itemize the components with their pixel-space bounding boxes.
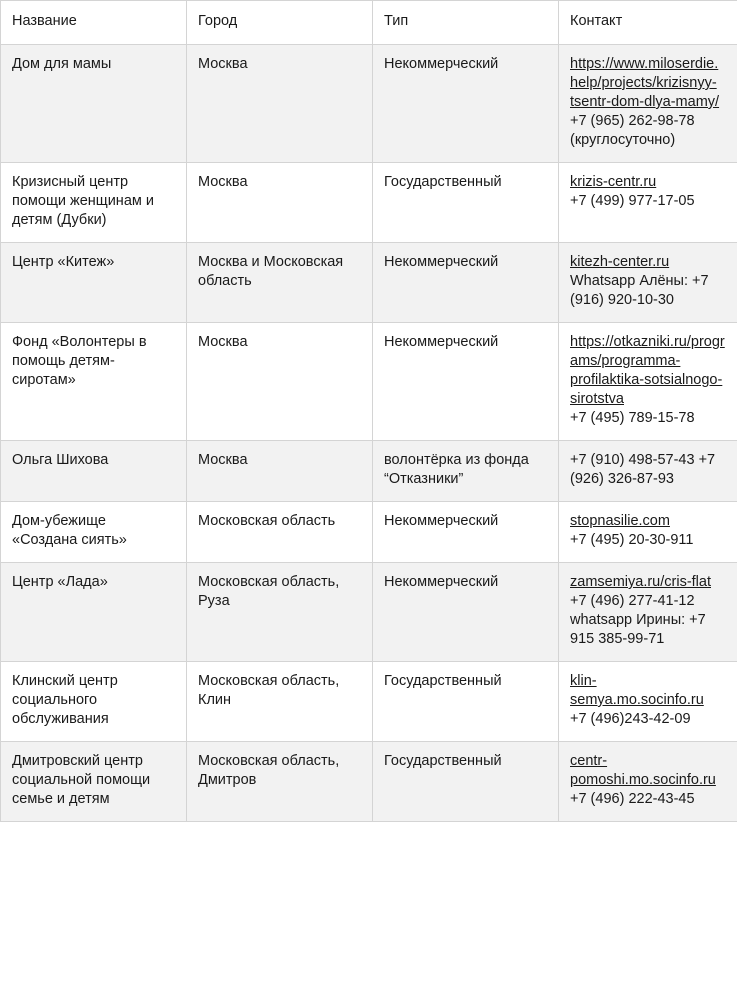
cell-name — [1, 563, 187, 662]
cell-contact — [559, 243, 737, 323]
cell-city-text: Москва и Московская область — [198, 254, 344, 289]
cell-city — [187, 441, 373, 502]
contact-link[interactable]: centr-pomoshi.mo.socinfo.ru — [570, 753, 716, 788]
cell-type — [373, 163, 559, 243]
cell-city — [187, 323, 373, 441]
cell-name — [1, 441, 187, 502]
column-header-name: Название — [1, 1, 187, 45]
cell-type-text: Государственный — [384, 753, 502, 769]
cell-name — [1, 742, 187, 822]
table-row — [1, 563, 737, 662]
cell-name — [1, 323, 187, 441]
cell-name-text: Центр «Китеж» — [12, 254, 115, 270]
cell-city — [187, 45, 373, 163]
table-row — [1, 662, 737, 742]
cell-name — [1, 502, 187, 563]
contact-link[interactable]: kitezh-center.ru — [570, 254, 670, 270]
cell-type — [373, 323, 559, 441]
contact-text: +7 (496) 222-43-45 — [570, 791, 695, 807]
cell-type — [373, 243, 559, 323]
cell-type-text: Некоммерческий — [384, 254, 499, 270]
cell-city-text: Московская область — [198, 513, 336, 529]
cell-type-text: Некоммерческий — [384, 574, 499, 590]
table-row — [1, 502, 737, 563]
cell-name-text: Кризисный центр помощи женщинам и детям (Дубки) — [12, 174, 154, 228]
cell-name-text: Фонд «Волонтеры в помощь детям-сиротам» — [12, 334, 147, 388]
cell-name-text: Центр «Лада» — [12, 574, 108, 590]
cell-type — [373, 45, 559, 163]
column-header-contact: Контакт — [559, 1, 737, 45]
cell-city — [187, 163, 373, 243]
cell-city — [187, 243, 373, 323]
cell-type-text: Некоммерческий — [384, 56, 499, 72]
table-row — [1, 45, 737, 163]
cell-name-text: Дом для мамы — [12, 56, 112, 72]
cell-city-text: Московская область, Клин — [198, 673, 340, 708]
cell-contact — [559, 502, 737, 563]
table-row — [1, 742, 737, 822]
cell-name-text: Ольга Шихова — [12, 452, 109, 468]
table-row — [1, 323, 737, 441]
cell-name — [1, 243, 187, 323]
cell-name-text: Дом-убежище «Создана сиять» — [12, 513, 127, 548]
cell-city-text: Москва — [198, 334, 248, 350]
contact-text: +7 (499) 977-17-05 — [570, 193, 695, 209]
cell-name-text: Клинский центр социального обслуживания — [12, 673, 118, 727]
cell-city-text: Москва — [198, 174, 248, 190]
cell-contact — [559, 163, 737, 243]
contact-link[interactable]: https://www.miloserdie.help/projects/krizisnyy-tsentr-dom-dlya-mamy/ — [570, 56, 720, 110]
cell-city-text: Москва — [198, 452, 248, 468]
cell-type-text: Некоммерческий — [384, 513, 499, 529]
cell-city — [187, 502, 373, 563]
cell-type-text: Некоммерческий — [384, 334, 499, 350]
cell-contact — [559, 742, 737, 822]
cell-contact — [559, 441, 737, 502]
contact-text: +7 (495) 20-30-911 — [570, 532, 694, 548]
column-header-city: Город — [187, 1, 373, 45]
table-row — [1, 441, 737, 502]
contact-link[interactable]: krizis-centr.ru — [570, 174, 657, 190]
table-body — [1, 45, 737, 822]
cell-city — [187, 662, 373, 742]
cell-type-text: волонтёрка из фонда “Отказники” — [384, 452, 529, 487]
cell-contact — [559, 323, 737, 441]
contact-text: +7 (965) 262-98-78 (круглосуточно) — [570, 113, 695, 148]
cell-contact — [559, 662, 737, 742]
cell-name-text: Дмитровский центр социальной помощи семье и детям — [12, 753, 151, 807]
contact-link[interactable]: stopnasilie.com — [570, 513, 670, 529]
cell-type — [373, 742, 559, 822]
cell-contact — [559, 563, 737, 662]
cell-name — [1, 163, 187, 243]
table-header — [1, 1, 737, 45]
cell-type — [373, 662, 559, 742]
cell-city-text: Москва — [198, 56, 248, 72]
contact-text: Whatsapp Алёны: +7 (916) 920-10-30 — [570, 273, 709, 308]
contact-text: +7 (496)243-42-09 — [570, 711, 691, 727]
cell-type — [373, 563, 559, 662]
cell-city — [187, 563, 373, 662]
column-header-type: Тип — [373, 1, 559, 45]
cell-contact — [559, 45, 737, 163]
cell-type — [373, 502, 559, 563]
contact-link[interactable]: https://otkazniki.ru/programs/programma-profilaktika-sotsialnogo-sirotstva — [570, 334, 725, 407]
contact-link[interactable]: klin-semya.mo.socinfo.ru — [570, 673, 704, 708]
cell-type-text: Государственный — [384, 174, 502, 190]
contact-text: +7 (495) 789-15-78 — [570, 410, 695, 426]
contact-text: +7 (496) 277-41-12 whatsapp Ирины: +7 915 385-99-71 — [570, 593, 706, 647]
table-row — [1, 163, 737, 243]
cell-name — [1, 45, 187, 163]
cell-name — [1, 662, 187, 742]
table-row — [1, 243, 737, 323]
cell-city — [187, 742, 373, 822]
cell-city-text: Московская область, Дмитров — [198, 753, 340, 788]
cell-type-text: Государственный — [384, 673, 502, 689]
contact-link[interactable]: zamsemiya.ru/cris-flat — [570, 574, 711, 590]
contact-text: +7 (910) 498-57-43 +7 (926) 326-87-93 — [570, 452, 716, 487]
table-header-row — [1, 1, 737, 45]
cell-type — [373, 441, 559, 502]
cell-city-text: Московская область, Руза — [198, 574, 340, 609]
